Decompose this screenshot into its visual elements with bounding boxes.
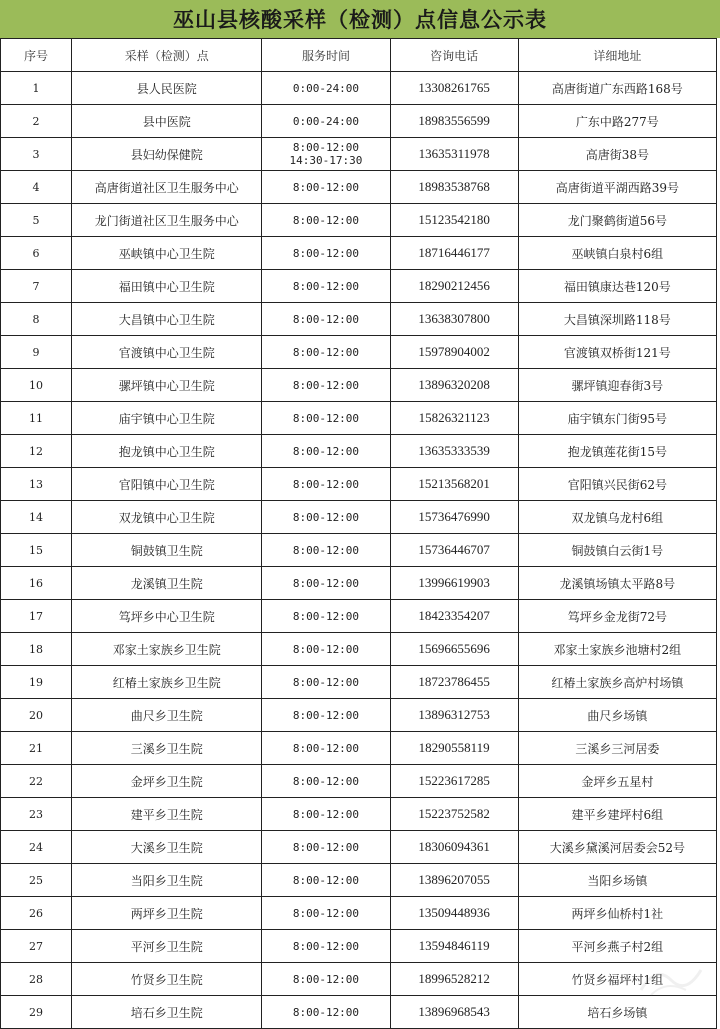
site-name: 大昌镇中心卫生院 bbox=[72, 303, 262, 336]
site-name: 官阳镇中心卫生院 bbox=[72, 468, 262, 501]
site-name: 金坪乡卫生院 bbox=[72, 765, 262, 798]
column-header-time: 服务时间 bbox=[262, 39, 390, 72]
address: 官阳镇兴民街62号 bbox=[518, 468, 716, 501]
site-name: 竹贤乡卫生院 bbox=[72, 963, 262, 996]
table-row bbox=[1, 963, 717, 996]
phone-number: 18716446177 bbox=[390, 237, 518, 270]
column-header-address: 详细地址 bbox=[518, 39, 716, 72]
address: 庙宇镇东门街95号 bbox=[518, 402, 716, 435]
service-hours: 8:00-12:00 bbox=[262, 171, 390, 204]
address: 建平乡建坪村6组 bbox=[518, 798, 716, 831]
service-hours: 8:00-12:00 bbox=[262, 699, 390, 732]
address: 官渡镇双桥街121号 bbox=[518, 336, 716, 369]
address: 骡坪镇迎春街3号 bbox=[518, 369, 716, 402]
row-number: 15 bbox=[1, 534, 72, 567]
service-hours: 8:00-12:00 bbox=[262, 336, 390, 369]
row-number: 13 bbox=[1, 468, 72, 501]
address: 广东中路277号 bbox=[518, 105, 716, 138]
table-row bbox=[1, 501, 717, 534]
row-number: 14 bbox=[1, 501, 72, 534]
table-row bbox=[1, 699, 717, 732]
row-number: 6 bbox=[1, 237, 72, 270]
phone-number: 13635311978 bbox=[390, 138, 518, 171]
phone-number: 13896207055 bbox=[390, 864, 518, 897]
address: 大昌镇深圳路118号 bbox=[518, 303, 716, 336]
service-hours: 8:00-12:00 bbox=[262, 600, 390, 633]
service-hours: 8:00-12:00 bbox=[262, 864, 390, 897]
table-row bbox=[1, 402, 717, 435]
row-number: 21 bbox=[1, 732, 72, 765]
page-title: 巫山县核酸采样（检测）点信息公示表 bbox=[0, 0, 720, 38]
phone-number: 15223752582 bbox=[390, 798, 518, 831]
service-hours: 8:00-12:00 bbox=[262, 963, 390, 996]
table-row bbox=[1, 72, 717, 105]
address: 巫峡镇白泉村6组 bbox=[518, 237, 716, 270]
site-name: 铜鼓镇卫生院 bbox=[72, 534, 262, 567]
phone-number: 13594846119 bbox=[390, 930, 518, 963]
table-row bbox=[1, 930, 717, 963]
address: 高唐街道广东西路168号 bbox=[518, 72, 716, 105]
row-number: 19 bbox=[1, 666, 72, 699]
table-row bbox=[1, 270, 717, 303]
table-row bbox=[1, 798, 717, 831]
phone-number: 13896968543 bbox=[390, 996, 518, 1029]
phone-number: 15978904002 bbox=[390, 336, 518, 369]
site-name: 红椿土家族乡卫生院 bbox=[72, 666, 262, 699]
site-name: 平河乡卫生院 bbox=[72, 930, 262, 963]
service-hours: 0:00-24:00 bbox=[262, 105, 390, 138]
testing-sites-table bbox=[0, 38, 717, 1029]
service-hours: 8:00-12:00 bbox=[262, 534, 390, 567]
site-name: 县中医院 bbox=[72, 105, 262, 138]
phone-number: 13896320208 bbox=[390, 369, 518, 402]
service-hours: 8:00-12:00 bbox=[262, 237, 390, 270]
phone-number: 13635333539 bbox=[390, 435, 518, 468]
table-row bbox=[1, 369, 717, 402]
row-number: 9 bbox=[1, 336, 72, 369]
site-name: 培石乡卫生院 bbox=[72, 996, 262, 1029]
table-row bbox=[1, 567, 717, 600]
address: 红椿土家族乡高炉村场镇 bbox=[518, 666, 716, 699]
table-row bbox=[1, 435, 717, 468]
phone-number: 13638307800 bbox=[390, 303, 518, 336]
row-number: 24 bbox=[1, 831, 72, 864]
service-hours: 8:00-12:00 bbox=[262, 765, 390, 798]
address: 高唐街道平湖西路39号 bbox=[518, 171, 716, 204]
address: 笃坪乡金龙街72号 bbox=[518, 600, 716, 633]
row-number: 5 bbox=[1, 204, 72, 237]
address: 竹贤乡福坪村1组 bbox=[518, 963, 716, 996]
phone-number: 15736476990 bbox=[390, 501, 518, 534]
column-header-no: 序号 bbox=[1, 39, 72, 72]
address: 龙溪镇场镇太平路8号 bbox=[518, 567, 716, 600]
address: 大溪乡黛溪河居委会52号 bbox=[518, 831, 716, 864]
address: 平河乡燕子村2组 bbox=[518, 930, 716, 963]
row-number: 10 bbox=[1, 369, 72, 402]
site-name: 龙溪镇卫生院 bbox=[72, 567, 262, 600]
site-name: 三溪乡卫生院 bbox=[72, 732, 262, 765]
service-hours: 8:00-12:00 bbox=[262, 666, 390, 699]
phone-number: 18423354207 bbox=[390, 600, 518, 633]
address: 龙门聚鹤街道56号 bbox=[518, 204, 716, 237]
service-hours: 8:00-12:00 14:30-17:30 bbox=[262, 138, 390, 171]
row-number: 8 bbox=[1, 303, 72, 336]
service-hours: 8:00-12:00 bbox=[262, 204, 390, 237]
phone-number: 18290558119 bbox=[390, 732, 518, 765]
phone-number: 13308261765 bbox=[390, 72, 518, 105]
column-header-phone: 咨询电话 bbox=[390, 39, 518, 72]
address: 邓家土家族乡池塘村2组 bbox=[518, 633, 716, 666]
site-name: 邓家土家族乡卫生院 bbox=[72, 633, 262, 666]
table-row bbox=[1, 534, 717, 567]
site-name: 县妇幼保健院 bbox=[72, 138, 262, 171]
service-hours: 8:00-12:00 bbox=[262, 369, 390, 402]
table-row bbox=[1, 468, 717, 501]
service-hours: 8:00-12:00 bbox=[262, 996, 390, 1029]
row-number: 4 bbox=[1, 171, 72, 204]
table-row bbox=[1, 831, 717, 864]
site-name: 高唐街道社区卫生服务中心 bbox=[72, 171, 262, 204]
site-name: 骡坪镇中心卫生院 bbox=[72, 369, 262, 402]
table-header-row bbox=[1, 39, 717, 72]
phone-number: 13896312753 bbox=[390, 699, 518, 732]
phone-number: 15223617285 bbox=[390, 765, 518, 798]
row-number: 27 bbox=[1, 930, 72, 963]
service-hours: 8:00-12:00 bbox=[262, 468, 390, 501]
site-name: 建平乡卫生院 bbox=[72, 798, 262, 831]
service-hours: 8:00-12:00 bbox=[262, 732, 390, 765]
phone-number: 18996528212 bbox=[390, 963, 518, 996]
site-name: 龙门街道社区卫生服务中心 bbox=[72, 204, 262, 237]
address: 双龙镇乌龙村6组 bbox=[518, 501, 716, 534]
table-row bbox=[1, 237, 717, 270]
phone-number: 18290212456 bbox=[390, 270, 518, 303]
table-row bbox=[1, 336, 717, 369]
phone-number: 15213568201 bbox=[390, 468, 518, 501]
row-number: 1 bbox=[1, 72, 72, 105]
service-hours: 8:00-12:00 bbox=[262, 897, 390, 930]
row-number: 22 bbox=[1, 765, 72, 798]
column-header-site: 采样（检测）点 bbox=[72, 39, 262, 72]
table-row bbox=[1, 633, 717, 666]
address: 曲尺乡场镇 bbox=[518, 699, 716, 732]
site-name: 县人民医院 bbox=[72, 72, 262, 105]
service-hours: 8:00-12:00 bbox=[262, 798, 390, 831]
service-hours: 0:00-24:00 bbox=[262, 72, 390, 105]
phone-number: 18306094361 bbox=[390, 831, 518, 864]
site-name: 福田镇中心卫生院 bbox=[72, 270, 262, 303]
site-name: 双龙镇中心卫生院 bbox=[72, 501, 262, 534]
address: 三溪乡三河居委 bbox=[518, 732, 716, 765]
row-number: 20 bbox=[1, 699, 72, 732]
row-number: 18 bbox=[1, 633, 72, 666]
table-row bbox=[1, 765, 717, 798]
address: 抱龙镇莲花街15号 bbox=[518, 435, 716, 468]
address: 金坪乡五星村 bbox=[518, 765, 716, 798]
site-name: 官渡镇中心卫生院 bbox=[72, 336, 262, 369]
site-name: 大溪乡卫生院 bbox=[72, 831, 262, 864]
site-name: 两坪乡卫生院 bbox=[72, 897, 262, 930]
site-name: 庙宇镇中心卫生院 bbox=[72, 402, 262, 435]
address: 高唐街38号 bbox=[518, 138, 716, 171]
site-name: 笃坪乡中心卫生院 bbox=[72, 600, 262, 633]
phone-number: 18983556599 bbox=[390, 105, 518, 138]
service-hours: 8:00-12:00 bbox=[262, 831, 390, 864]
table-row bbox=[1, 600, 717, 633]
service-hours: 8:00-12:00 bbox=[262, 633, 390, 666]
service-hours: 8:00-12:00 bbox=[262, 930, 390, 963]
site-name: 巫峡镇中心卫生院 bbox=[72, 237, 262, 270]
row-number: 16 bbox=[1, 567, 72, 600]
site-name: 当阳乡卫生院 bbox=[72, 864, 262, 897]
service-hours: 8:00-12:00 bbox=[262, 402, 390, 435]
service-hours: 8:00-12:00 bbox=[262, 270, 390, 303]
service-hours: 8:00-12:00 bbox=[262, 501, 390, 534]
row-number: 2 bbox=[1, 105, 72, 138]
service-hours: 8:00-12:00 bbox=[262, 435, 390, 468]
table-row bbox=[1, 171, 717, 204]
table-row bbox=[1, 897, 717, 930]
phone-number: 15696655696 bbox=[390, 633, 518, 666]
site-name: 曲尺乡卫生院 bbox=[72, 699, 262, 732]
phone-number: 18983538768 bbox=[390, 171, 518, 204]
row-number: 28 bbox=[1, 963, 72, 996]
phone-number: 15736446707 bbox=[390, 534, 518, 567]
table-row bbox=[1, 732, 717, 765]
table-row bbox=[1, 138, 717, 171]
phone-number: 15123542180 bbox=[390, 204, 518, 237]
row-number: 29 bbox=[1, 996, 72, 1029]
table-row bbox=[1, 105, 717, 138]
row-number: 17 bbox=[1, 600, 72, 633]
row-number: 11 bbox=[1, 402, 72, 435]
table-row bbox=[1, 204, 717, 237]
address: 铜鼓镇白云街1号 bbox=[518, 534, 716, 567]
row-number: 26 bbox=[1, 897, 72, 930]
address: 两坪乡仙桥村1社 bbox=[518, 897, 716, 930]
address: 当阳乡场镇 bbox=[518, 864, 716, 897]
phone-number: 15826321123 bbox=[390, 402, 518, 435]
address: 福田镇康达巷120号 bbox=[518, 270, 716, 303]
row-number: 12 bbox=[1, 435, 72, 468]
row-number: 3 bbox=[1, 138, 72, 171]
row-number: 25 bbox=[1, 864, 72, 897]
row-number: 7 bbox=[1, 270, 72, 303]
phone-number: 13996619903 bbox=[390, 567, 518, 600]
row-number: 23 bbox=[1, 798, 72, 831]
service-hours: 8:00-12:00 bbox=[262, 303, 390, 336]
address: 培石乡场镇 bbox=[518, 996, 716, 1029]
service-hours: 8:00-12:00 bbox=[262, 567, 390, 600]
table-row bbox=[1, 666, 717, 699]
table-row bbox=[1, 996, 717, 1029]
phone-number: 13509448936 bbox=[390, 897, 518, 930]
table-row bbox=[1, 303, 717, 336]
table-row bbox=[1, 864, 717, 897]
site-name: 抱龙镇中心卫生院 bbox=[72, 435, 262, 468]
phone-number: 18723786455 bbox=[390, 666, 518, 699]
